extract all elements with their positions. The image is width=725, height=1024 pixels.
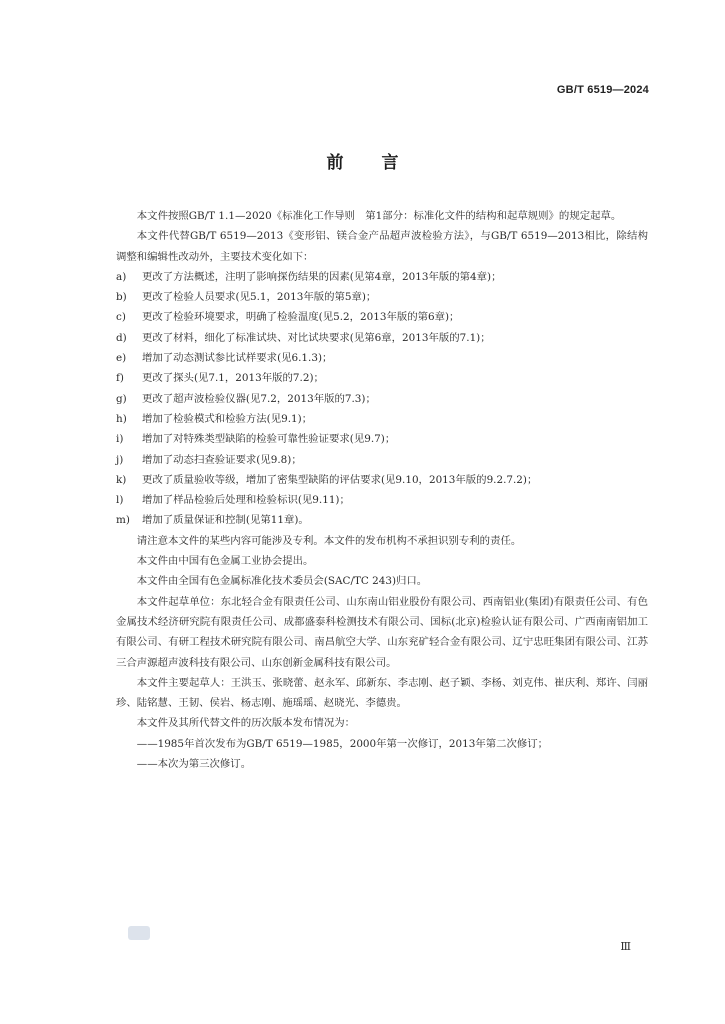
- list-item-label: d): [116, 331, 127, 344]
- watermark-logo: [128, 926, 150, 940]
- list-item-label: e): [116, 352, 127, 365]
- list-item-text: 更改了检验环境要求，明确了检验温度(见5.2，2013年版的第6章)；: [142, 311, 460, 324]
- patent-notice: 请注意本文件的某些内容可能涉及专利。本文件的发布机构不承担识别专利的责任。: [136, 534, 522, 547]
- list-item: [116, 470, 648, 490]
- list-item: [116, 348, 648, 368]
- list-item-label: m): [116, 514, 130, 527]
- administrator-paragraph: 本文件由全国有色金属标准化技术委员会(SAC/TC 243)归口。: [136, 575, 428, 588]
- list-item-text: 更改了质量验收等级，增加了密集型缺陷的评估要求(见9.10，2013年版的9.2.7.2)；: [142, 473, 538, 486]
- list-item: [116, 389, 648, 409]
- list-item-label: k): [116, 473, 127, 486]
- list-item: [116, 510, 648, 530]
- intro-paragraph-replacement: 本文件代替GB/T 6519—2013《变形铝、镁合金产品超声波检验方法》，与GB/T 6519—2013相比，除结构调整和编辑性改动外，主要技术变化如下：: [116, 230, 648, 263]
- page-title: 前言: [326, 153, 437, 173]
- drafters-paragraph: 本文件主要起草人：王洪玉、张晓蕾、赵永军、邱新东、李志刚、赵子颖、李杨、刘克伟、崔庆利、郑许、闫丽珍、陆铭慧、王韧、侯岩、杨志刚、施瑶瑶、赵晓光、李德贵。: [116, 676, 648, 710]
- list-item-label: b): [116, 291, 127, 304]
- list-item: [116, 328, 648, 348]
- list-item-text: 增加了动态测试参比试样要求(见6.1.3)；: [142, 352, 333, 365]
- list-item-label: l): [116, 494, 124, 507]
- list-item-text: 更改了材料，细化了标准试块、对比试块要求(见第6章，2013年版的7.1)；: [142, 331, 491, 344]
- list-item: [116, 267, 648, 287]
- page-number: Ⅲ: [620, 940, 631, 953]
- standard-code: GB/T 6519—2024: [556, 84, 649, 96]
- list-item-text: 增加了对特殊类型缺陷的检验可靠性验证要求(见9.7)；: [142, 433, 396, 446]
- list-item: ——1985年首次发布为GB/T 6519—1985，2000年第一次修订，2013年第二次修订；: [136, 737, 549, 750]
- history-intro: 本文件及其所代替文件的历次版本发布情况为：: [136, 717, 355, 730]
- history-list: [116, 734, 648, 775]
- list-item: [116, 450, 648, 470]
- list-item: [116, 368, 648, 388]
- list-item-text: 更改了超声波检验仪器(见7.2，2013年版的7.3)；: [142, 392, 376, 405]
- list-item-label: i): [116, 433, 124, 446]
- list-item: ——本次为第三次修订。: [136, 758, 252, 771]
- list-item-label: a): [116, 270, 127, 283]
- list-item-label: f): [116, 372, 124, 385]
- changes-list: [116, 267, 648, 531]
- drafting-organizations: 本文件起草单位：东北轻合金有限责任公司、山东南山铝业股份有限公司、西南铝业(集团)有限责任公司、有色金属技术经济研究院有限责任公司、成都盛泰科检测技术有限公司、国标(北京)检验认证有限公司、广西南南铝加工有限公司、有研工程技术研究院有限公司、南昌航空大学、山东兖矿轻合金有限公司、辽宁忠旺集团有限公司、江苏三合声源超声波科技有限公司、山东创新金属科技有限公司。: [116, 595, 648, 669]
- list-item: [116, 409, 648, 429]
- list-item-text: 增加了样品检验后处理和检验标识(见9.11)；: [142, 494, 350, 507]
- list-item: [116, 429, 648, 449]
- list-item-label: c): [116, 311, 126, 324]
- list-item: [116, 490, 648, 510]
- list-item-label: g): [116, 392, 127, 405]
- intro-paragraph-drafting: 本文件按照GB/T 1.1—2020《标准化工作导则 第1部分：标准化文件的结构和起草规则》的规定起草。: [136, 210, 622, 222]
- list-item-label: h): [116, 412, 127, 425]
- list-item: [116, 307, 648, 327]
- list-item-text: 更改了检验人员要求(见5.1，2013年版的第5章)；: [142, 291, 377, 304]
- list-item-text: 增加了检验模式和检验方法(见9.1)；: [142, 412, 313, 425]
- list-item-text: 更改了方法概述，注明了影响探伤结果的因素(见第4章，2013年版的第4章)；: [142, 270, 502, 283]
- list-item-text: 增加了动态扫查验证要求(见9.8)；: [142, 453, 302, 466]
- list-item: [116, 287, 648, 307]
- proposer-paragraph: 本文件由中国有色金属工业协会提出。: [136, 555, 314, 568]
- document-body: [116, 206, 648, 774]
- list-item-text: 增加了质量保证和控制(见第11章)。: [142, 514, 309, 527]
- list-item-text: 更改了探头(见7.1，2013年版的7.2)；: [142, 372, 324, 385]
- list-item-label: j): [116, 453, 124, 466]
